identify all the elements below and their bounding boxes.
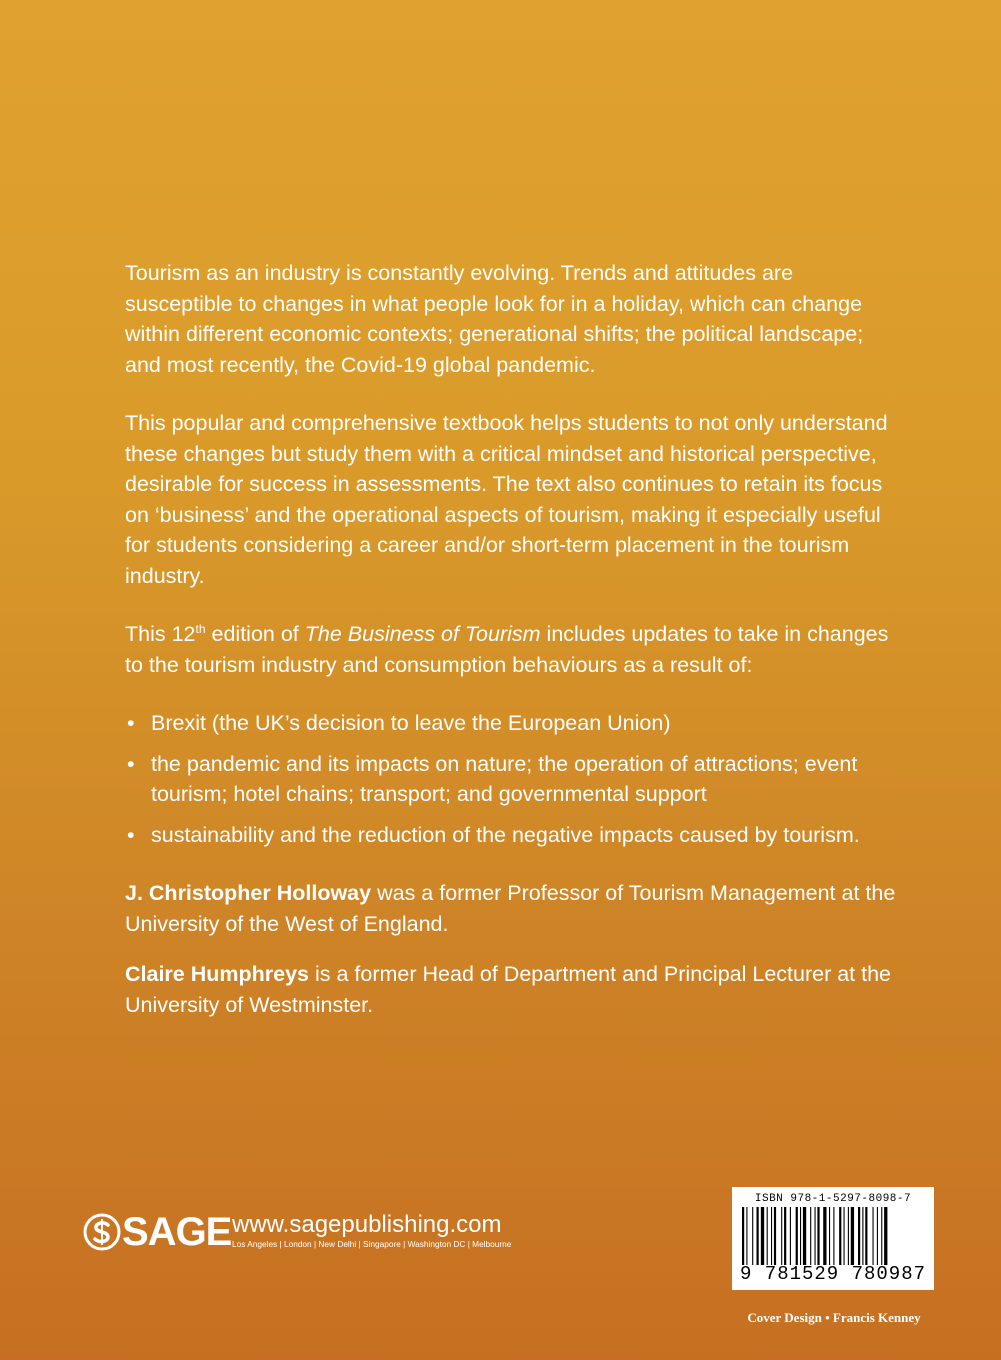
publisher-url: www.sagepublishing.com <box>232 1211 502 1238</box>
barcode-bar <box>746 1207 747 1265</box>
bullet-icon: • <box>127 822 135 847</box>
barcode-bar <box>803 1207 806 1265</box>
barcode-bar <box>742 1207 744 1265</box>
bullet-icon: • <box>127 751 135 776</box>
barcode-bar <box>881 1207 882 1265</box>
barcode-bar <box>873 1207 874 1265</box>
barcode-bar <box>800 1207 801 1265</box>
barcode-bar <box>771 1207 772 1265</box>
list-item: • sustainability and the reduction of the negative impacts caused by tourism. <box>125 820 900 851</box>
barcode-bar <box>784 1207 786 1265</box>
barcode-bar <box>865 1207 867 1265</box>
barcode-bar <box>877 1207 878 1265</box>
list-item: • the pandemic and its impacts on nature; the operation of attractions; event tourism; hotel chains; transport; and governmental support <box>125 749 900 810</box>
barcode-bar <box>752 1207 753 1265</box>
isbn-digits: 9 781529 780987 <box>739 1263 927 1285</box>
barcode-bar <box>767 1207 768 1265</box>
barcode-bar <box>810 1207 811 1265</box>
barcode-bar <box>823 1207 826 1265</box>
barcode-bar <box>829 1207 830 1265</box>
author-bio-holloway: J. Christopher Holloway was a former Professor of Tourism Management at the University of the West of England. <box>125 881 896 936</box>
barcode-bar <box>862 1207 863 1265</box>
barcode-bar <box>781 1207 782 1265</box>
cover-design-credit: Cover Design • Francis Kenney <box>747 1310 921 1325</box>
isbn-label: ISBN 978-1-5297-8098-7 <box>754 1193 912 1205</box>
description-paragraph: This popular and comprehensive textbook helps students to not only understand these changes but study them with a critical mindset and historical perspective, desirable for success in assessments. The text also continues to retain its focus on ‘business’ and the operational aspects of tourism, making it especially useful for students considering a career and/or short-term placement in the tourism industry. <box>125 411 888 588</box>
barcode-bar <box>848 1207 849 1265</box>
barcode-bar <box>844 1207 845 1265</box>
sage-s-mark-icon <box>82 1212 122 1252</box>
author-name: J. Christopher Holloway <box>125 881 372 905</box>
barcode-bar <box>774 1207 776 1265</box>
barcode-bar <box>815 1207 816 1265</box>
barcode-bars <box>740 1207 926 1265</box>
updates-list <box>125 708 900 850</box>
isbn-barcode <box>732 1187 934 1290</box>
barcode-bar <box>790 1207 791 1265</box>
publisher-cities: Los Angeles | London | New Delhi | Singapore | Washington DC | Melbourne <box>232 1239 512 1249</box>
author-bio-humphreys: Claire Humphreys is a former Head of Department and Principal Lecturer at the University of Westminster. <box>125 962 891 1017</box>
barcode-bar <box>757 1207 759 1265</box>
edition-paragraph: This 12th edition of The Business of Tourism includes updates to take in changes to the tourism industry and consumption behaviours as a result of: <box>125 621 889 677</box>
barcode-bar <box>851 1207 854 1265</box>
list-item: • Brexit (the UK’s decision to leave the European Union) <box>125 708 900 739</box>
publisher-name: SAGE <box>122 1210 232 1254</box>
bullet-icon: • <box>127 711 135 735</box>
barcode-bar <box>858 1207 860 1265</box>
back-cover-text <box>125 258 900 1040</box>
sage-logo <box>82 1210 522 1260</box>
barcode-bar <box>884 1207 887 1265</box>
intro-paragraph: Tourism as an industry is constantly evolving. Trends and attitudes are susceptible to changes in what people look for in a holiday, which can change within different economic contexts; generational shifts; the political landscape; and most recently, the Covid-19 global pandemic. <box>125 261 864 377</box>
barcode-bar <box>817 1207 819 1265</box>
book-title: The Business of Tourism <box>304 622 541 646</box>
barcode-bar <box>761 1207 764 1265</box>
barcode-bar <box>833 1207 834 1265</box>
barcode-bar <box>839 1207 841 1265</box>
barcode-bar <box>796 1207 798 1265</box>
author-name: Claire Humphreys <box>125 962 310 986</box>
